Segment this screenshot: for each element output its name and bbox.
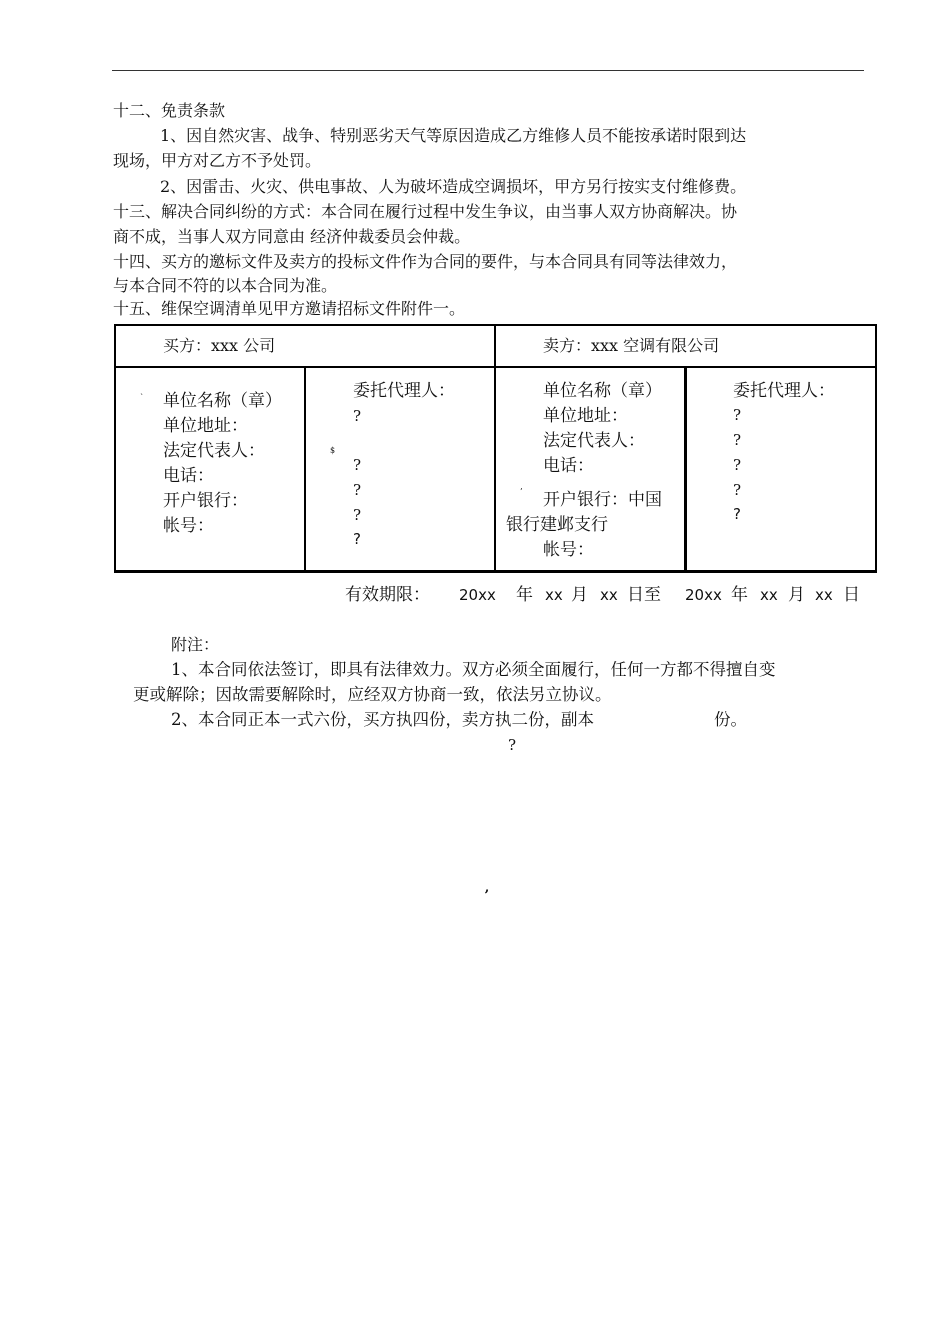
validity-end-year: 20xx: [685, 586, 722, 604]
clause-12-item-2: 2、因雷击、火灾、供电事故、人为破坏造成空调损坏，甲方另行按实支付维修费。: [160, 177, 747, 196]
seller-agent-q2: ?: [733, 431, 742, 449]
buyer-unit-name: 单位名称（章）: [163, 391, 282, 411]
table-seller-inner-divider: [684, 367, 687, 573]
validity-day-char: 日: [843, 585, 860, 605]
seller-stray-mark: ’: [520, 487, 523, 496]
buyer-agent-stray-mark: $: [330, 446, 336, 455]
buyer-agent-q3: ?: [353, 481, 362, 499]
validity-label: 有效期限：: [345, 585, 430, 605]
buyer-bank: 开户银行：: [163, 491, 248, 511]
notes-question-mark: ?: [508, 736, 517, 754]
header-rule: [112, 70, 864, 71]
buyer-phone: 电话：: [163, 466, 214, 486]
clause-12-item-1-line-1: 1、因自然灾害、战争、特别恶劣天气等原因造成乙方维修人员不能按承诺时限到达: [160, 126, 747, 145]
validity-month-char-1: 月: [571, 585, 588, 605]
seller-account: 帐号：: [543, 540, 594, 560]
buyer-agent-q2: ?: [353, 456, 362, 474]
validity-to: 日至: [627, 585, 661, 605]
buyer-agent-q5: ?: [353, 530, 361, 548]
table-border-left: [114, 324, 116, 573]
seller-header: 卖方：xxx 空调有限公司: [543, 336, 720, 355]
table-center-divider: [494, 324, 496, 573]
validity-end-day: xx: [815, 586, 833, 604]
footer-stray-mark: ʼ: [484, 888, 489, 904]
clause-12-title: 十二、免责条款: [113, 101, 226, 120]
buyer-legal-rep: 法定代表人：: [163, 441, 265, 461]
seller-agent-label: 委托代理人：: [733, 381, 835, 401]
seller-bank-line-2: 银行建邺支行: [506, 515, 608, 535]
validity-end-month: xx: [760, 586, 778, 604]
buyer-agent-q4: ?: [353, 506, 362, 524]
seller-bank-line-1: 开户银行：中国: [543, 490, 662, 510]
buyer-header: 买方：xxx 公司: [163, 336, 276, 355]
notes-item-2-tail: 份。: [714, 710, 747, 729]
buyer-agent-label: 委托代理人：: [353, 381, 455, 401]
seller-agent-q1: ?: [733, 406, 742, 424]
validity-year-char-2: 年: [731, 585, 748, 605]
seller-agent-q5: ?: [733, 505, 741, 523]
notes-title: 附注：: [171, 635, 220, 654]
seller-agent-q4: ?: [733, 481, 742, 499]
notes-item-1-line-2: 更或解除；因故需要解除时，应经双方协商一致，依法另立协议。: [133, 685, 612, 704]
seller-unit-name: 单位名称（章）: [543, 381, 662, 401]
table-border-right: [875, 324, 877, 573]
buyer-account: 帐号：: [163, 516, 214, 536]
validity-year-char-1: 年: [516, 585, 533, 605]
clause-14-line-2: 与本合同不符的以本合同为准。: [113, 276, 338, 295]
seller-agent-q3: ?: [733, 456, 742, 474]
buyer-address: 单位地址：: [163, 416, 248, 436]
clause-13-line-1: 十三、解决合同纠纷的方式：本合同在履行过程中发生争议，由当事人双方协商解决。协: [113, 202, 738, 221]
validity-start-year: 20xx: [459, 586, 496, 604]
clause-14-line-1: 十四、买方的邀标文件及卖方的投标文件作为合同的要件，与本合同具有同等法律效力，: [113, 252, 738, 271]
buyer-agent-q1: ?: [353, 407, 362, 425]
validity-start-day: xx: [600, 586, 618, 604]
clause-13-line-2: 商不成，当事人双方同意由 经济仲裁委员会仲裁。: [113, 227, 471, 246]
buyer-stray-mark: `: [140, 393, 144, 402]
table-buyer-inner-divider: [304, 367, 306, 573]
notes-item-2: 2、本合同正本一式六份，买方执四份，卖方执二份，副本: [171, 710, 594, 729]
validity-month-char-2: 月: [788, 585, 805, 605]
clause-12-item-1-line-2: 现场，甲方对乙方不予处罚。: [113, 151, 322, 170]
notes-item-1-line-1: 1、本合同依法签订，即具有法律效力。双方必须全面履行，任何一方都不得擅自变: [171, 660, 776, 679]
clause-15: 十五、维保空调清单见甲方邀请招标文件附件一。: [113, 299, 466, 318]
seller-legal-rep: 法定代表人：: [543, 431, 645, 451]
seller-address: 单位地址：: [543, 406, 628, 426]
seller-phone: 电话：: [543, 456, 594, 476]
validity-start-month: xx: [545, 586, 563, 604]
